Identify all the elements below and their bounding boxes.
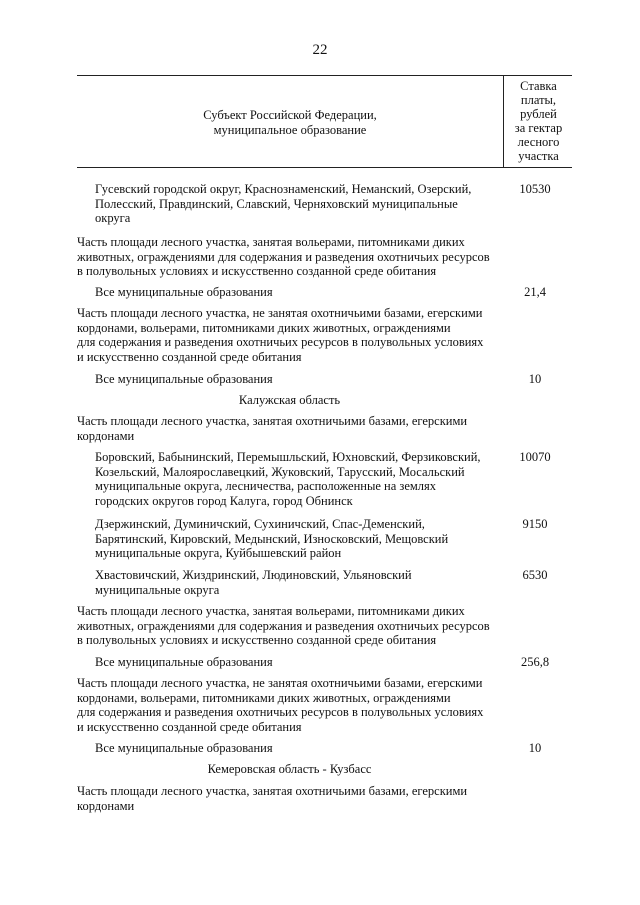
rate-value: 21,4 xyxy=(524,285,546,299)
category-text xyxy=(77,604,502,648)
rate-header-line: платы, xyxy=(520,93,557,107)
subject-column-header xyxy=(77,108,503,138)
rate-value: 10530 xyxy=(519,182,551,196)
rate-header-line: за гектар xyxy=(514,121,563,135)
text-line: для содержания и разведения охотничьих ресурсов в полувольных условиях xyxy=(77,335,484,349)
rate-value: 256,8 xyxy=(520,655,550,669)
subject-header-line: Субъект Российской Федерации, xyxy=(203,108,377,122)
text-line: и искусственно созданной среде обитания xyxy=(77,349,302,364)
rate-value: 10 xyxy=(528,741,542,755)
text-line: Дзержинский, Думиничский, Сухиничский, Спас-Деменский, xyxy=(95,517,425,531)
rate-value: 6530 xyxy=(522,568,548,582)
column-divider xyxy=(503,76,504,167)
text-line: животных, ограждениями для содержания и разведения охотничьих ресурсов xyxy=(77,249,490,264)
text-line: Часть площади лесного участка, занятая вольерами, питомниками диких xyxy=(77,235,465,249)
text-line: округа xyxy=(95,211,131,225)
municipality-text xyxy=(95,182,495,226)
text-line: Часть площади лесного участка, не занятая охотничьими базами, егерскими xyxy=(77,676,483,690)
text-line: Барятинский, Кировский, Медынский, Износковский, Мещовский xyxy=(95,531,449,546)
text-line: Калужская область xyxy=(238,393,341,407)
rate-header-line: лесного xyxy=(517,135,560,149)
page-number: 22 xyxy=(312,42,328,58)
text-line: Гусевский городской округ, Краснознаменский, Неманский, Озерский, xyxy=(95,182,472,196)
text-line: Часть площади лесного участка, занятая охотничьими базами, егерскими xyxy=(77,414,468,428)
text-line: Часть площади лесного участка, занятая вольерами, питомниками диких xyxy=(77,604,465,618)
text-line: для содержания и разведения охотничьих ресурсов в полувольных условиях xyxy=(77,705,484,719)
subject-header-line: муниципальное образование xyxy=(213,123,367,137)
text-line: муниципальные округа, лесничества, расположенные на землях xyxy=(95,479,437,493)
text-line: в полувольных условиях и искусственно созданной среде обитания xyxy=(77,264,437,278)
rate-header-line: участка xyxy=(518,149,559,163)
text-line: Кемеровская область - Кузбасс xyxy=(207,762,372,776)
category-text xyxy=(77,676,502,734)
rate-header-line: рублей xyxy=(520,107,557,121)
text-line: Козельский, Малоярославецкий, Жуковский, Тарусский, Мосальский xyxy=(95,464,465,479)
text-line: Все муниципальные образования xyxy=(95,372,273,386)
text-line: кордонами, вольерами, питомниками диких животных, ограждениями xyxy=(77,320,451,335)
category-text xyxy=(77,235,502,279)
text-line: Часть площади лесного участка, не занятая охотничьими базами, егерскими xyxy=(77,306,483,320)
rate-header-line: Ставка xyxy=(520,79,557,93)
rate-column-header xyxy=(505,79,572,163)
text-line: животных, ограждениями для содержания и разведения охотничьих ресурсов xyxy=(77,618,490,633)
text-line: Боровский, Бабынинский, Перемышльский, Юхновский, Ферзиковский, xyxy=(95,450,481,464)
municipality-text xyxy=(95,568,495,597)
region-name xyxy=(77,393,502,408)
text-line: Все муниципальные образования xyxy=(95,741,273,755)
region-name xyxy=(77,762,502,777)
text-line: кордонами xyxy=(77,798,135,813)
rate-value: 9150 xyxy=(522,517,548,531)
category-text xyxy=(77,414,502,443)
municipality-text xyxy=(95,450,495,508)
municipality-text xyxy=(95,372,495,387)
text-line: кордонами xyxy=(77,428,135,443)
text-line: городских округов город Калуга, город Обнинск xyxy=(95,493,353,508)
text-line: Хвастовичский, Жиздринский, Людиновский, Ульяновский xyxy=(95,568,412,582)
municipality-text xyxy=(95,285,495,300)
table-header xyxy=(77,75,572,168)
municipality-text xyxy=(95,741,495,756)
municipality-text xyxy=(95,655,495,670)
municipality-text xyxy=(95,517,495,561)
rate-value: 10 xyxy=(528,372,542,386)
text-line: Все муниципальные образования xyxy=(95,655,273,669)
category-text xyxy=(77,306,502,364)
text-line: муниципальные округа, Куйбышевский район xyxy=(95,546,342,560)
category-text xyxy=(77,784,502,813)
text-line: муниципальные округа xyxy=(95,582,220,597)
text-line: кордонами, вольерами, питомниками диких животных, ограждениями xyxy=(77,690,451,705)
text-line: в полувольных условиях и искусственно созданной среде обитания xyxy=(77,633,437,647)
text-line: Все муниципальные образования xyxy=(95,285,273,299)
rate-value: 10070 xyxy=(519,450,551,464)
text-line: Часть площади лесного участка, занятая охотничьими базами, егерскими xyxy=(77,784,468,798)
text-line: и искусственно созданной среде обитания xyxy=(77,719,302,734)
text-line: Полесский, Правдинский, Славский, Черняховский муниципальные xyxy=(95,196,458,211)
